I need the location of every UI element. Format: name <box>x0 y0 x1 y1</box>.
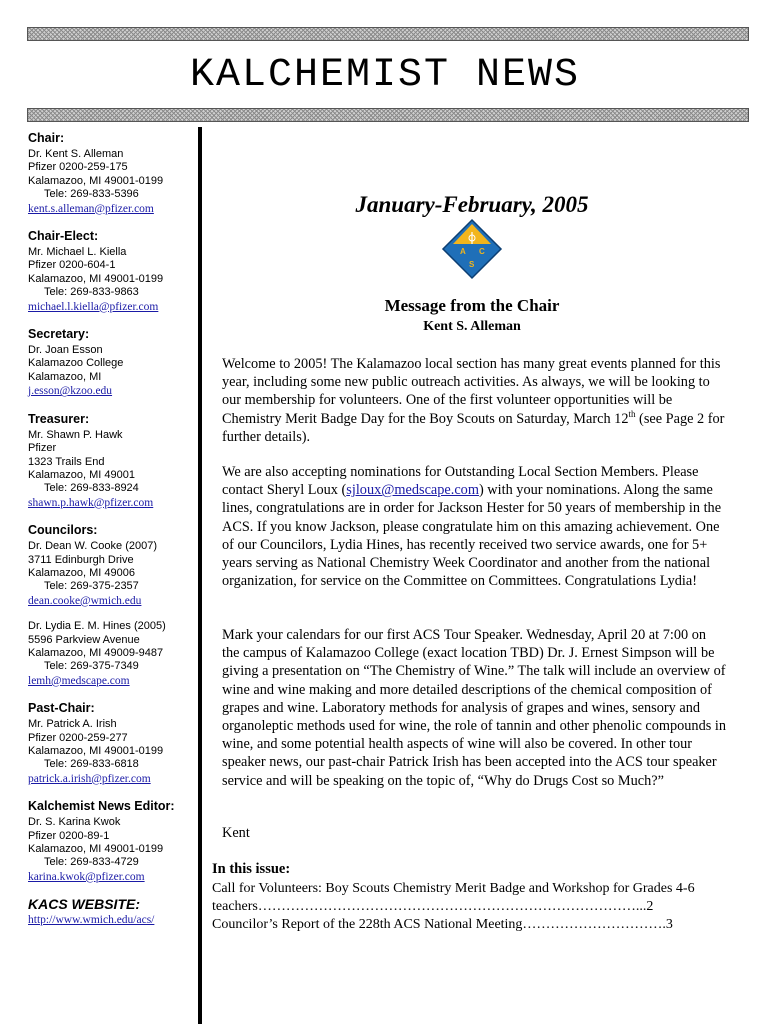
officer-email-link[interactable]: j.esson@kzoo.edu <box>28 385 113 398</box>
acs-logo-icon <box>441 218 503 280</box>
toc-item[interactable]: Councilor’s Report of the 228th ACS National Meeting………………………….3 <box>212 917 673 932</box>
paragraph-text: ) with your nominations. Along the same lines, congratulations are in order for Jackson Hester for 50 years of membership in the ACS. If you know Jackson, please congratulate him on this amazing achievement. One of our Councilors, Lydia Hines, has recently received two service awards, one for 5+ years serving as National Chemistry Week Coordinator and another from the national organization, for service on the Committee on Committees. Congratulations Lydia! <box>222 482 722 590</box>
officer-councilor-cooke <box>28 522 198 608</box>
officer-city: Kalamazoo, MI 49001 <box>28 468 136 481</box>
paragraph-text: Welcome to 2005! The Kalamazoo local section has many great events planned for this year, including some new public outreach activities. As always, we will be looking to our membership for volunteers. One of the first volunteer opportunities will be Chemistry Merit Badge Day for the Boy Scouts on Saturday, March 12 <box>222 356 721 427</box>
officer-role: Treasurer: <box>28 411 90 426</box>
officer-city: Kalamazoo, MI 49001-0199 <box>28 745 164 757</box>
officer-name: Dr. Kent S. Alleman <box>28 148 124 160</box>
officer-role: Secretary: <box>28 327 90 342</box>
officer-org: Pfizer 0200-259-175 <box>28 161 128 174</box>
in-this-issue-title: In this issue: <box>212 861 291 877</box>
officer-name: Mr. Shawn P. Hawk <box>28 428 123 441</box>
logo-letter: C <box>479 247 485 256</box>
officer-email-link[interactable]: patrick.a.irish@pfizer.com <box>28 772 151 785</box>
officer-city: Kalamazoo, MI 49006 <box>28 566 136 579</box>
website-label: KACS WEBSITE: <box>28 896 140 913</box>
in-this-issue <box>212 860 722 934</box>
officer-org: Pfizer <box>28 442 57 455</box>
signature: Kent <box>222 825 250 841</box>
officers-sidebar <box>28 130 198 940</box>
bottom-hatch-border <box>27 108 749 122</box>
officer-name: Dr. Lydia E. M. Hines (2005) <box>28 620 166 633</box>
officer-chair <box>28 130 198 216</box>
officer-councilor-hines <box>28 620 198 688</box>
top-hatch-border <box>27 27 749 41</box>
officer-phone: Tele: 269-833-4729 <box>44 856 139 869</box>
officer-phone: Tele: 269-833-6818 <box>44 758 139 771</box>
officer-email-link[interactable]: shawn.p.hawk@pfizer.com <box>28 496 154 509</box>
officer-phone: Tele: 269-375-2357 <box>44 580 139 593</box>
officer-city: Kalamazoo, MI 49001-0199 <box>28 843 164 856</box>
officer-email-link[interactable]: kent.s.alleman@pfizer.com <box>28 202 154 215</box>
paragraph-text: We are also accepting nominations for Outstanding Local Section Members. Please contact Sheryl Loux ( <box>222 464 699 499</box>
officer-secretary <box>28 326 198 399</box>
logo-letter: S <box>469 260 475 269</box>
officer-street: 1323 Trails End <box>28 455 105 468</box>
officer-street: 3711 Edinburgh Drive <box>28 553 134 566</box>
officer-role: Kalchemist News Editor: <box>28 799 175 814</box>
officer-role: Councilors: <box>28 523 98 538</box>
officer-email-link[interactable]: michael.l.kiella@pfizer.com <box>28 300 159 313</box>
officer-editor <box>28 798 198 884</box>
officer-org: Pfizer 0200-604-1 <box>28 259 116 272</box>
column-divider <box>198 127 202 1024</box>
paragraph-tour-speaker: Mark your calendars for our first ACS Tour Speaker. Wednesday, April 20 at 7:00 on the campus of Kalamazoo College (exact location TBD) Dr. J. Ernest Simpson will be giving a presentation on “The Chemistry of Wine.” The talk will include an overview of wine and wine making and more detailed descriptions of the chemical composition of grapes and wine. Laboratory methods for analysis of grapes and wines, sensory and organoleptic methods used for wine, the role of tannin and other phenolic compounds in wine, and some potential health aspects of wine will also be covered. In other tour speaker news, our past-chair Patrick Irish has been accepted into the ACS tour speaker service and will be speaking on the topic of, “Why do Drugs Cost so Much?” <box>222 627 726 789</box>
message-title: Message from the Chair <box>384 296 560 315</box>
officer-org: Pfizer 0200-259-277 <box>28 731 128 744</box>
officer-email-link[interactable]: dean.cooke@wmich.edu <box>28 594 142 607</box>
officer-email-link[interactable]: karina.kwok@pfizer.com <box>28 870 145 883</box>
officer-past-chair <box>28 700 198 786</box>
officer-role: Past-Chair: <box>28 701 95 716</box>
officer-role: Chair-Elect: <box>28 229 99 244</box>
officer-city: Kalamazoo, MI 49001-0199 <box>28 174 164 187</box>
officer-phone: Tele: 269-833-5396 <box>44 188 139 201</box>
officer-phone: Tele: 269-833-8924 <box>44 482 139 495</box>
masthead-title: KALCHEMIST NEWS <box>189 53 581 98</box>
toc-item[interactable]: Call for Volunteers: Boy Scouts Chemistry Merit Badge and Workshop for Grades 4-6 teachers………………………………………………………………………...2 <box>212 881 695 914</box>
officer-city: Kalamazoo, MI 49001-0199 <box>28 272 164 285</box>
paragraph-welcome <box>222 355 727 446</box>
officer-street: 5596 Parkview Avenue <box>28 633 140 646</box>
website-block <box>28 896 198 927</box>
paragraph-nominations <box>222 463 727 590</box>
officer-name: Mr. Patrick A. Irish <box>28 718 117 731</box>
officer-chair-elect <box>28 228 198 314</box>
officer-name: Mr. Michael L. Kiella <box>28 246 127 259</box>
website-link[interactable]: http://www.wmich.edu/acs/ <box>28 914 155 927</box>
officer-name: Dr. S. Karina Kwok <box>28 816 121 829</box>
officer-name: Dr. Dean W. Cooke (2007) <box>28 540 158 553</box>
contact-email-link[interactable]: sjloux@medscape.com <box>346 482 479 499</box>
officer-org: Pfizer 0200-89-1 <box>28 829 110 842</box>
officer-city: Kalamazoo, MI 49009-9487 <box>28 646 164 659</box>
logo-letter: A <box>460 247 466 256</box>
officer-city: Kalamazoo, MI <box>28 370 102 383</box>
officer-org: Kalamazoo College <box>28 357 124 370</box>
officer-treasurer <box>28 411 198 510</box>
message-author: Kent S. Alleman <box>423 319 521 334</box>
officer-phone: Tele: 269-375-7349 <box>44 660 139 673</box>
paragraph-text: (see Page 2 for further details). <box>222 410 725 445</box>
officer-email-link[interactable]: lemh@medscape.com <box>28 674 130 687</box>
issue-date: January-February, 2005 <box>355 192 589 217</box>
officer-name: Dr. Joan Esson <box>28 344 103 357</box>
officer-phone: Tele: 269-833-9863 <box>44 286 139 299</box>
officer-role: Chair: <box>28 131 65 145</box>
superscript: th <box>628 408 636 419</box>
